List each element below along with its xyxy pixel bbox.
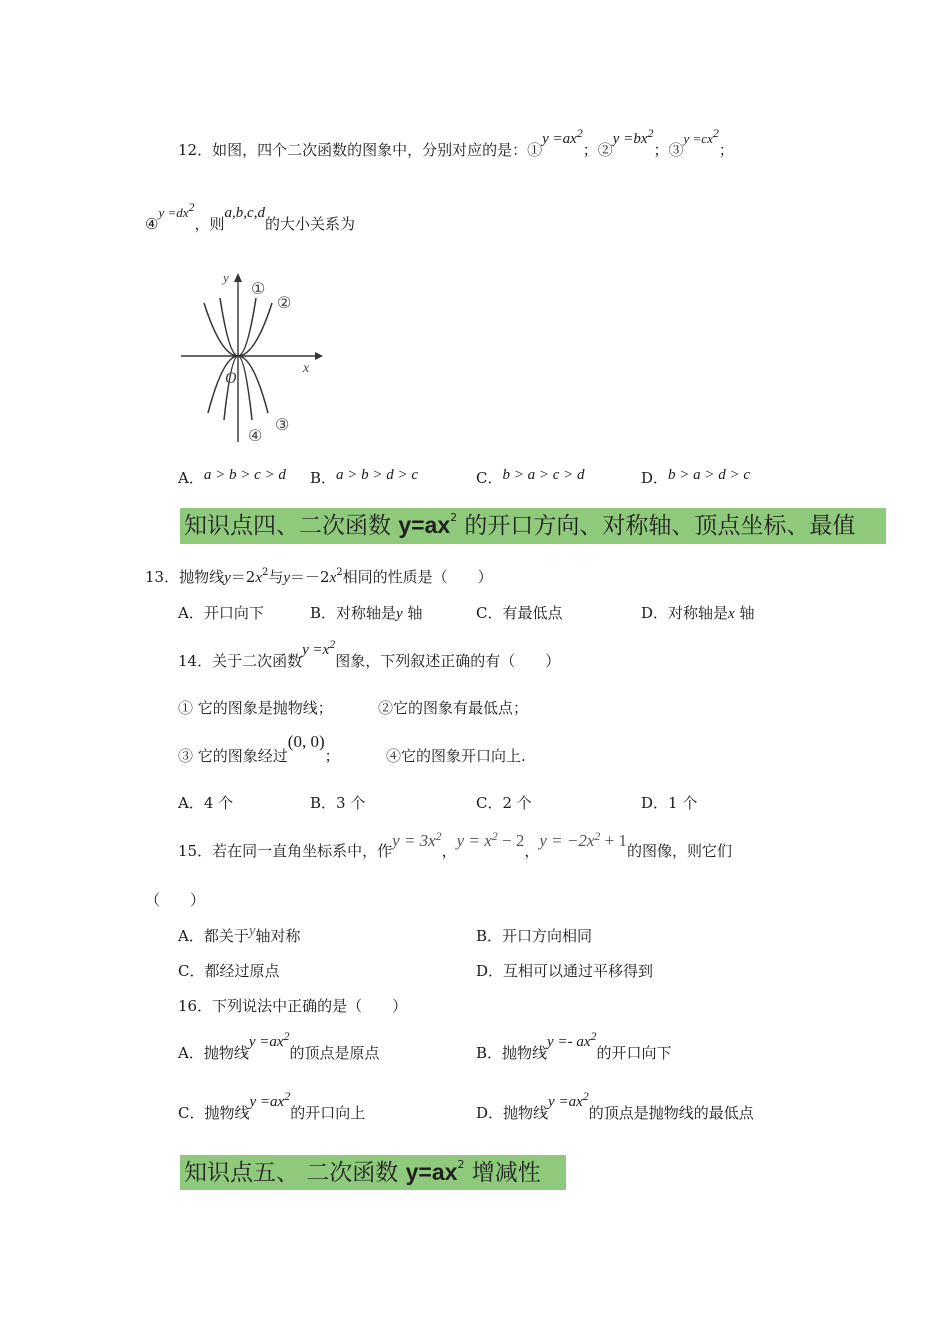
y-axis-label: y <box>223 270 229 285</box>
q15-answer-paren: （ ） <box>145 891 206 909</box>
q13-option-d: D．对称轴是x 轴 <box>641 604 755 622</box>
q12-vars: a,b,c,d <box>224 205 265 221</box>
q15-option-d: D．互相可以通过平移得到 <box>476 962 654 980</box>
q14-stem: 14．关于二次函数$y =x^2$图象，下列叙述正确的有（ ） <box>178 637 561 670</box>
q15-formula-2: $y = x^2 - 2$ <box>456 829 525 850</box>
curve-label-3: ③ <box>275 417 290 434</box>
knowledge-point-4-banner: 知识点四、二次函数 $y=ax^2$ 的开口方向、对称轴、顶点坐标、最值 <box>180 508 886 544</box>
q14-formula: $y =x^2$ <box>302 637 336 658</box>
q15-formula-3: $y = -2x^2 + 1$ <box>539 829 627 850</box>
q12-parabola-figure <box>175 268 325 448</box>
q12-option-d: D．b > a > d > c <box>641 467 751 487</box>
q12-option-b: B．a > b > d > c <box>310 467 419 487</box>
q14-statement-3: ③ 它的图象经过(0, 0)； <box>178 732 340 765</box>
q12-formula-2: $y =bx^2$ <box>612 126 654 147</box>
q15-formula-1: $y = 3x^2$ <box>392 829 442 850</box>
q14-statement-1: ① 它的图象是抛物线； <box>178 699 333 717</box>
q14-option-b: B．3 个 <box>310 794 366 812</box>
q14-statement-2: ②它的图象有最低点； <box>378 699 529 717</box>
knowledge-point-5-banner: 知识点五、 二次函数 $y=ax^2$ 增减性 <box>180 1155 566 1190</box>
q16-option-d: D．抛物线$y =ax^2$的顶点是抛物线的最低点 <box>476 1089 754 1122</box>
curve-label-1: ① <box>251 281 266 298</box>
q15-option-b: B．开口方向相同 <box>476 927 593 945</box>
q14-option-d: D．1 个 <box>641 794 698 812</box>
x-axis-label: x <box>303 361 310 376</box>
q12-stem-line2: ④y =dx2，则a,b,c,d的大小关系为 <box>145 200 355 233</box>
q12-option-a: A．a > b > c > d <box>178 467 286 487</box>
curve-label-2: ② <box>277 295 292 312</box>
q14-option-c: C．2 个 <box>476 794 532 812</box>
q12-stem-line1: 12．如图，四个二次函数的图象中，分别对应的是：①y $=ax^2$；②y $=bx^2$；③y =cx2； <box>178 126 734 159</box>
q16-option-b: B．抛物线$y =- ax^2$的开口向下 <box>476 1029 672 1062</box>
q12-formula-3: y =cx2 <box>683 126 719 146</box>
q14-option-a: A．4 个 <box>178 794 234 812</box>
q13-option-b: B．对称轴是y 轴 <box>310 604 423 622</box>
q15-option-c: C．都经过原点 <box>178 962 280 980</box>
origin-label: O <box>225 370 237 387</box>
q16-stem: 16．下列说法中正确的是（ ） <box>178 997 408 1015</box>
q16-option-a: A．抛物线$y =ax^2$的顶点是原点 <box>178 1029 380 1062</box>
q12-formula-1: $y =ax^2$ <box>542 126 583 147</box>
q15-option-a: A．都关于y轴对称 <box>178 923 301 945</box>
q12-option-c: C．b > a > c > d <box>476 467 585 487</box>
q13-option-c: C．有最低点 <box>476 604 563 622</box>
q14-statement-4: ④它的图象开口向上. <box>386 747 526 765</box>
q13-option-a: A．开口向下 <box>178 604 264 622</box>
curve-label-4: ④ <box>248 428 263 445</box>
q13-stem: 13．抛物线$y=2x^2$与$y=-2x^2$相同的性质是（ ） <box>145 567 493 586</box>
q15-stem: 15．若在同一直角坐标系中，作$y = 3x^2$，$y = x^2 - 2$，$y = -2x^2 + 1$的图像，则它们 <box>178 829 732 860</box>
q12-formula-4: y =dx2 <box>158 200 195 220</box>
q16-option-c: C．抛物线$y =ax^2$的开口向上 <box>178 1089 366 1122</box>
